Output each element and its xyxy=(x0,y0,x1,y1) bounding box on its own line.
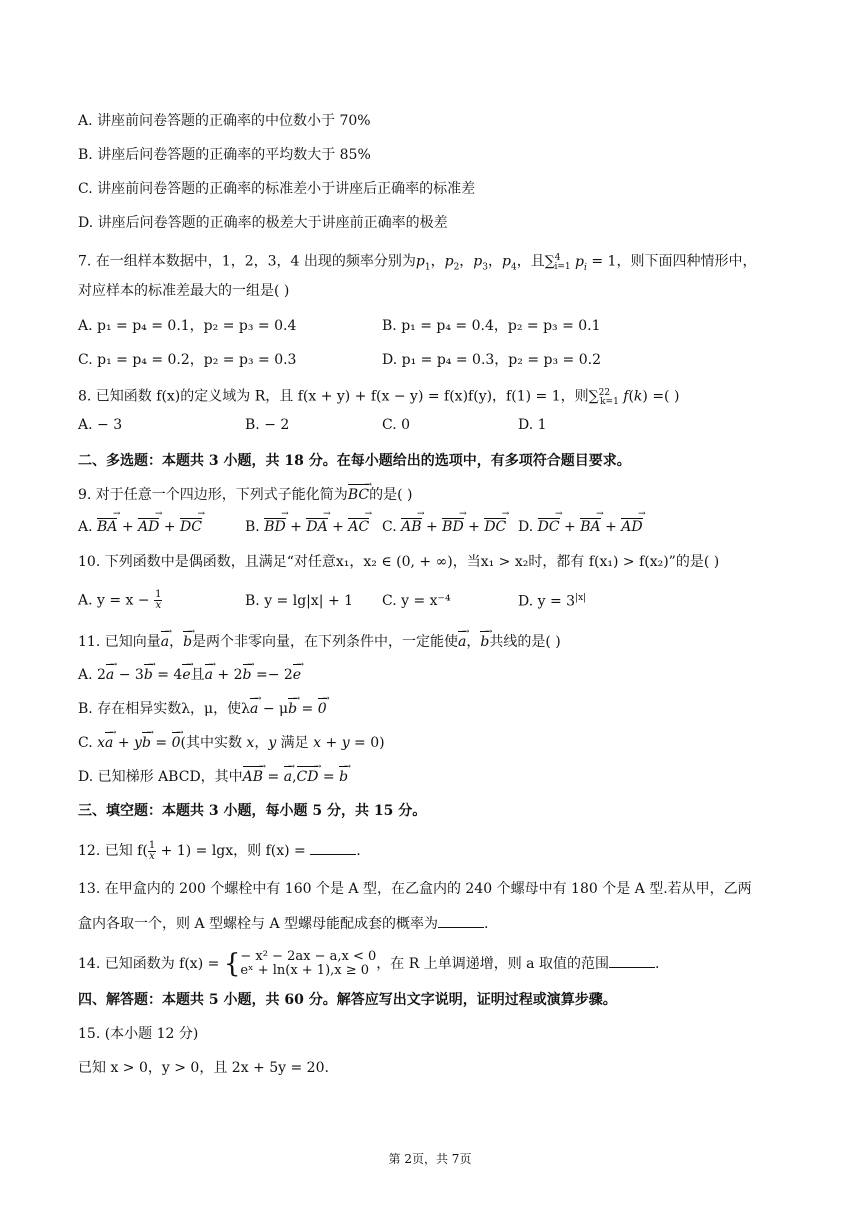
q15-heading: 15. (本小题 12 分) xyxy=(78,1026,199,1042)
q8-option-d: D. 1 xyxy=(518,417,547,433)
q7-option-c: C. p₁ = p₄ = 0.2，p₂ = p₃ = 0.3 xyxy=(78,352,297,368)
q15-body: 已知 x > 0，y > 0，且 2x + 5y = 20. xyxy=(78,1060,329,1076)
q12-stem: 12. 已知 f( $\frac{1}{x}$ + 1) = lgx，则 f(x) = . xyxy=(78,839,361,862)
q13-answer-blank[interactable] xyxy=(438,913,484,928)
q10-option-b: B. y = lg|x| + 1 xyxy=(245,593,354,609)
q6-option-c: C. 讲座前问卷答题的正确率的标准差小于讲座后正确率的标准差 xyxy=(78,181,476,197)
section-3-heading: 三、填空题：本题共 3 小题，每小题 5 分，共 15 分。 xyxy=(78,803,427,819)
q7-option-a: A. p₁ = p₄ = 0.1，p₂ = p₃ = 0.4 xyxy=(78,318,297,334)
q11-option-b: B. 存在相异实数λ，μ，使λa → − μb → = 0 → xyxy=(78,699,327,719)
q10-option-d: D. $y = 3^{|x|}$ xyxy=(518,593,587,610)
q11-stem: 11. 已知向量a →，b →是两个非零向量，在下列条件中，一定能使a →，b →共线的是( ) xyxy=(78,632,561,652)
q14-answer-blank[interactable] xyxy=(609,953,655,968)
q6-option-d: D. 讲座后问卷答题的正确率的极差大于讲座前正确率的极差 xyxy=(78,215,448,231)
q6-option-a: A. 讲座前问卷答题的正确率的中位数小于 70% xyxy=(78,113,371,129)
q9-option-d: D. DC → + BA → + AD → xyxy=(518,519,643,535)
q7-option-b: B. p₁ = p₄ = 0.4，p₂ = p₃ = 0.1 xyxy=(382,318,601,334)
q11-option-d: D. 已知梯形 ABCD，其中AB → = a →,CD → = b → xyxy=(78,767,348,787)
q7-option-d: D. p₁ = p₄ = 0.3，p₂ = p₃ = 0.2 xyxy=(382,352,601,368)
q8-option-b: B. − 2 xyxy=(245,417,290,433)
q8-stem: 8. 已知函数 f(x)的定义域为 R，且 f(x + y) + f(x − y) = f(x)f(y)，f(1) = 1，则∑$^{22}_{k=1}$ f(k) =( ) xyxy=(78,388,680,408)
q9-stem: 9. 对于任意一个四边形，下列式子能化简为BC →的是( ) xyxy=(78,485,412,505)
q13-line1: 13. 在甲盒内的 200 个螺栓中有 160 个是 A 型，在乙盒内的 240 个螺母中有 180 个是 A 型.若从甲，乙两 xyxy=(78,881,752,897)
q14-stem: 14. 已知函数为 f(x) = { − x² − 2ax − a,x < 0 eˣ + ln(x + 1),x ≥ 0 ，在 R 上单调递增，则 a 取值的范围 . xyxy=(78,949,660,979)
section-4-heading: 四、解答题：本题共 5 小题，共 60 分。解答应写出文字说明，证明过程或演算步骤。 xyxy=(78,992,617,1008)
q12-answer-blank[interactable] xyxy=(310,840,356,855)
q11-option-a: A. 2a → − 3b → = 4e →且a → + 2b → =− 2e → xyxy=(78,665,301,685)
section-2-heading: 二、多选题：本题共 3 小题，共 18 分。在每小题给出的选项中，有多项符合题目要求。 xyxy=(78,453,631,469)
q8-option-c: C. 0 xyxy=(382,417,411,433)
q8-option-a: A. − 3 xyxy=(78,417,123,433)
q6-option-b: B. 讲座后问卷答题的正确率的平均数大于 85% xyxy=(78,147,371,163)
q10-option-a: A. y = x − $\frac{1}{x}$ xyxy=(78,589,162,611)
q9-option-b: B. BD → + DA → + AC → xyxy=(245,519,369,535)
q11-option-c: C. xa → + yb → = 0 →(其中实数 x，y 满足 x + y = 0) xyxy=(78,733,385,753)
q7-stem: 7. 在一组样本数据中，1，2，3，4 出现的频率分别为$p_1$，$p_2$，$p_3$，$p_4$，且∑$^4_{i=1}$ $p_i = 1$，则下面四种情形中， xyxy=(78,253,757,273)
q10-option-c: C. y = x⁻⁴ xyxy=(382,593,451,609)
q9-option-c: C. AB → + BD → + DC → xyxy=(382,519,506,535)
q7-stem-cont: 对应样本的标准差最大的一组是( ) xyxy=(78,283,290,299)
q9-option-a: A. BA → + AD → + DC → xyxy=(78,519,202,535)
q13-line2: 盒内各取一个，则 A 型螺栓与 A 型螺母能配成套的概率为 . xyxy=(78,913,488,934)
page-footer: 第 2页，共 7页 xyxy=(388,1152,472,1166)
q10-stem: 10. 下列函数中是偶函数，且满足“对任意x₁，x₂ ∈ (0, + ∞)，当x₁ > x₂时，都有 f(x₁) > f(x₂)”的是( ) xyxy=(78,554,720,570)
